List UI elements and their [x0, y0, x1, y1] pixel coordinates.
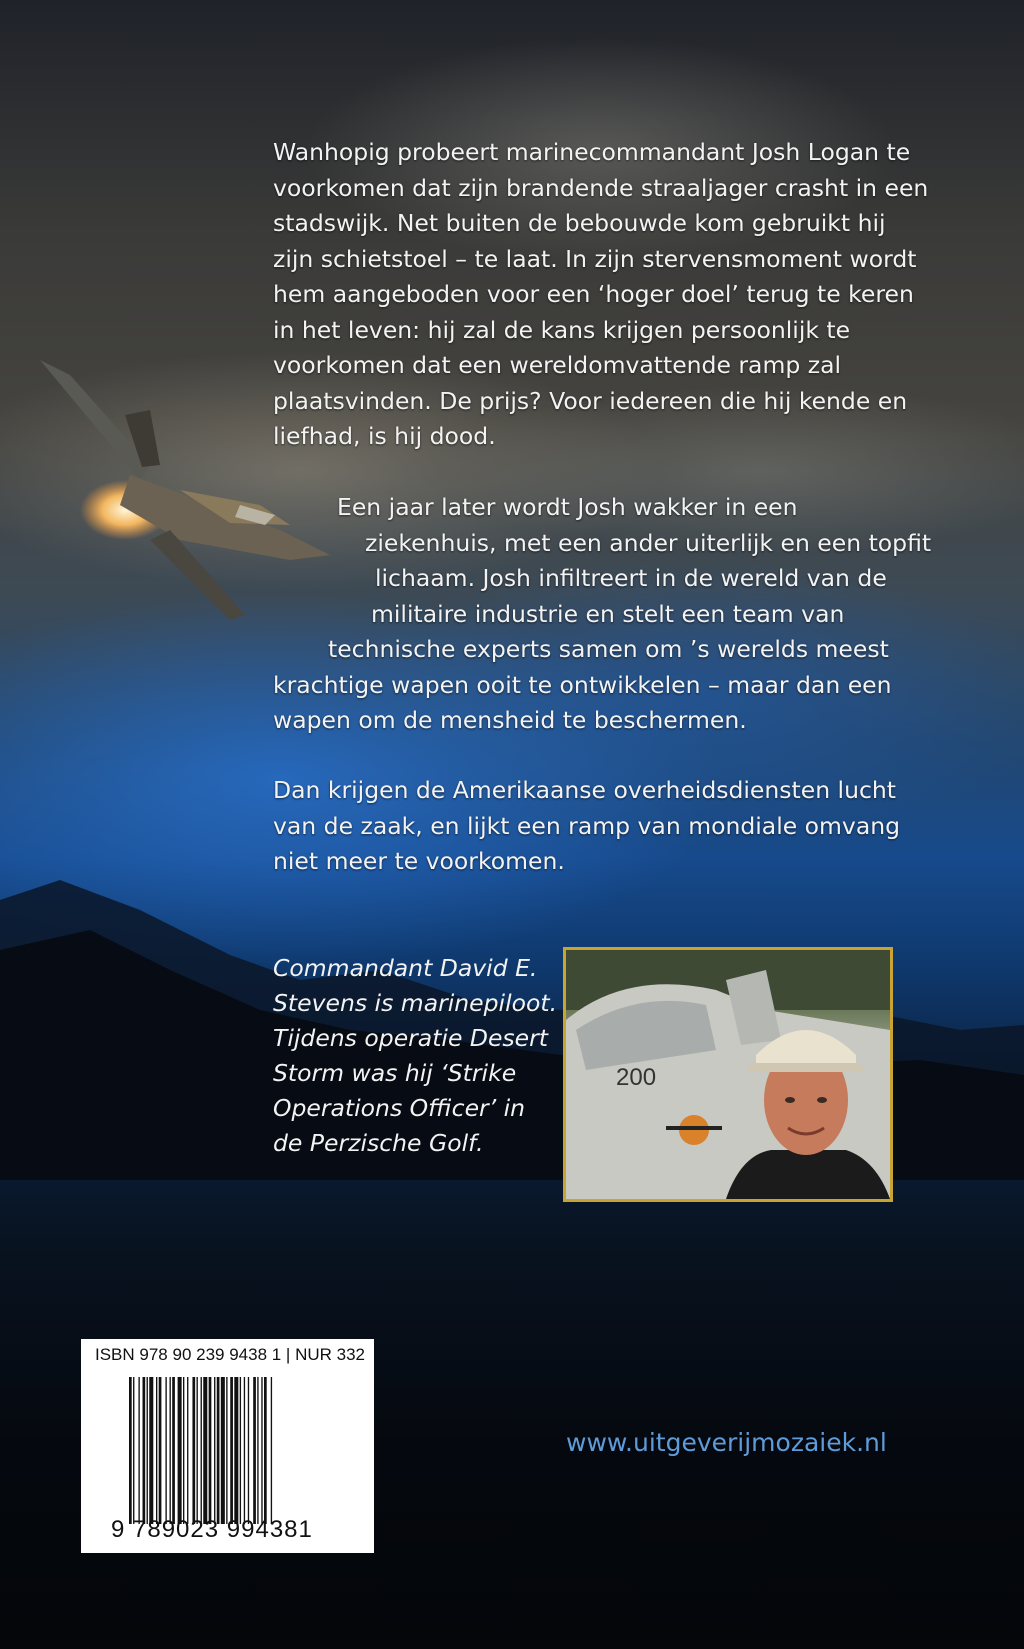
blurb-line: ziekenhuis, met een ander uiterlijk en een topfit — [365, 528, 932, 557]
blurb-line: liefhad, is hij dood. — [273, 422, 496, 450]
author-bio-line: Operations Officer’ in — [273, 1094, 526, 1122]
author-bio-line: Commandant David E. — [273, 954, 538, 982]
blurb-paragraph-3 — [273, 773, 913, 880]
author-bio-line: de Perzische Golf. — [273, 1129, 484, 1157]
author-bio-line: Stevens is marinepiloot. — [273, 989, 558, 1017]
blurb-line: technische experts samen om ’s werelds meest — [328, 635, 889, 663]
blurb-line: voorkomen dat een wereldomvattende ramp zal — [273, 351, 842, 379]
svg-text:200: 200 — [616, 1064, 657, 1091]
blurb-line: lichaam. Josh infiltreert in de wereld van de — [375, 564, 887, 592]
barcode-digits: 9 789023 994381 — [111, 1516, 313, 1543]
blurb-line: Wanhopig probeert marinecommandant Josh Logan te — [273, 138, 911, 166]
isbn-label: ISBN 978 90 239 9438 1 | NUR 332 — [95, 1345, 365, 1364]
author-bio — [273, 951, 563, 1161]
blurb-line: Een jaar later wordt Josh wakker in een — [337, 493, 798, 521]
blurb-line: krachtige wapen ooit te ontwikkelen – maar dan een — [273, 670, 892, 699]
author-bio-line: Tijdens operatie Desert — [273, 1024, 549, 1052]
publisher-website-link[interactable]: www.uitgeverijmozaiek.nl — [566, 1428, 887, 1457]
blurb-line: wapen om de mensheid te beschermen. — [273, 706, 747, 734]
blurb-line: plaatsvinden. De prijs? Voor iedereen die hij kende en — [273, 386, 908, 415]
blurb-line: in het leven: hij zal de kans krijgen persoonlijk te — [273, 315, 851, 344]
blurb-line: stadswijk. Net buiten de bebouwde kom gebruikt hij — [273, 209, 886, 237]
author-photo — [563, 947, 893, 1202]
blurb-line: hem aangeboden voor een ‘hoger doel’ terug te keren — [273, 280, 914, 308]
author-bio-line: Storm was hij ‘Strike — [273, 1059, 517, 1087]
barcode-image — [129, 1377, 355, 1524]
blurb-paragraph-1 — [273, 135, 929, 455]
blurb-line: voorkomen dat zijn brandende straaljager crasht in een — [273, 173, 929, 202]
blurb-line: van de zaak, en lijkt een ramp van mondiale omvang — [273, 811, 901, 840]
barcode-panel — [81, 1339, 374, 1553]
blurb-paragraph-2 — [273, 490, 932, 739]
blurb-line: niet meer te voorkomen. — [273, 847, 565, 875]
blurb-line: zijn schietstoel – te laat. In zijn stervensmoment wordt — [273, 244, 917, 273]
blurb-line: Dan krijgen de Amerikaanse overheidsdiensten lucht — [273, 776, 897, 804]
blurb-line: militaire industrie en stelt een team van — [371, 599, 845, 628]
author-photo-image — [566, 950, 890, 1199]
